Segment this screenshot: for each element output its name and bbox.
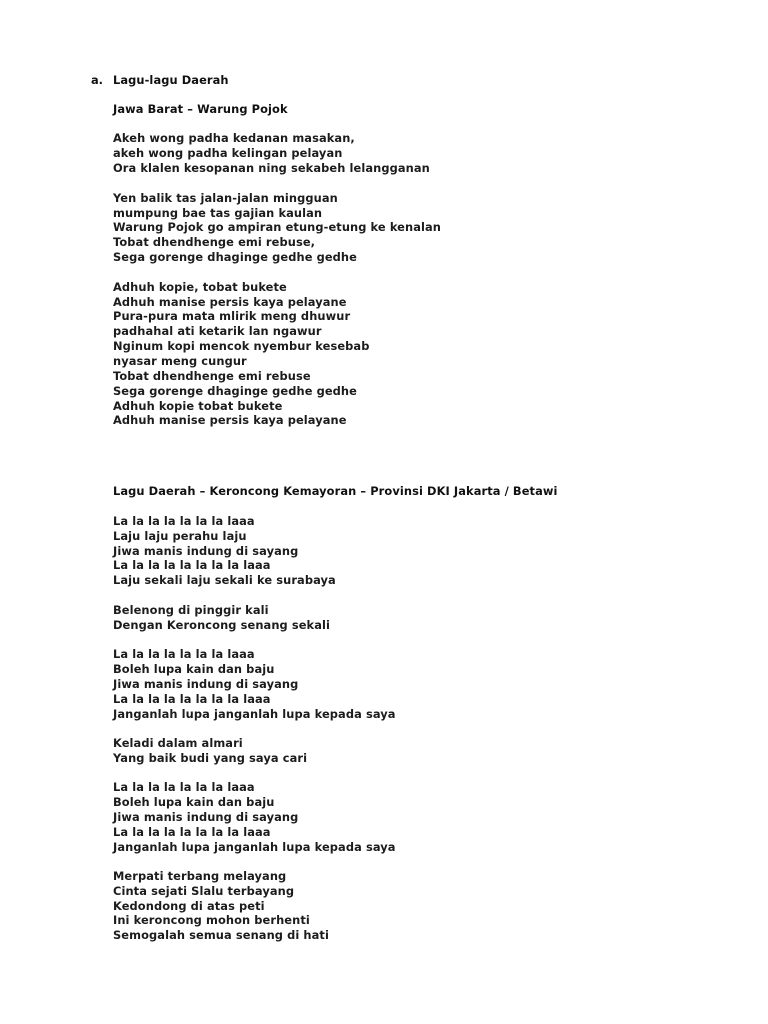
song-title: Jawa Barat – Warung Pojok (113, 102, 288, 116)
lyric-line: Belenong di pinggir kali (113, 603, 269, 617)
lyric-line: Dengan Keroncong senang sekali (113, 618, 331, 632)
lyric-line: Tobat dhendhenge emi rebuse, (113, 235, 316, 249)
lyric-line: Laju laju perahu laju (113, 529, 247, 543)
lyric-line: Adhuh kopie tobat bukete (113, 399, 283, 413)
lyric-line: Adhuh manise persis kaya pelayane (113, 413, 347, 427)
lyric-line: La la la la la la la laaa (113, 647, 255, 661)
lyric-line: La la la la la la la la laaa (113, 825, 271, 839)
lyric-line: Semogalah semua senang di hati (113, 928, 329, 942)
lyric-line: La la la la la la la laaa (113, 514, 255, 528)
lyric-line: Adhuh kopie, tobat bukete (113, 280, 287, 294)
song-title: Lagu Daerah – Keroncong Kemayoran – Provinsi DKI Jakarta / Betawi (113, 484, 558, 498)
lyric-line: Kedondong di atas peti (113, 899, 265, 913)
lyric-line: Sega gorenge dhaginge gedhe gedhe (113, 384, 357, 398)
lyric-line: mumpung bae tas gajian kaulan (113, 206, 323, 220)
lyric-line: Yang baik budi yang saya cari (113, 751, 308, 765)
lyric-line: Laju sekali laju sekali ke surabaya (113, 573, 336, 587)
lyric-line: Boleh lupa kain dan baju (113, 662, 275, 676)
lyric-line: Warung Pojok go ampiran etung-etung ke kenalan (113, 220, 442, 234)
lyric-line: La la la la la la la laaa (113, 780, 255, 794)
lyric-line: Boleh lupa kain dan baju (113, 795, 275, 809)
lyric-line: Jiwa manis indung di sayang (113, 810, 299, 824)
lyric-line: La la la la la la la la laaa (113, 692, 271, 706)
lyric-line: Keladi dalam almari (113, 736, 243, 750)
lyric-line: Adhuh manise persis kaya pelayane (113, 295, 347, 309)
lyric-line: Cinta sejati Slalu terbayang (113, 884, 295, 898)
lyric-line: Yen balik tas jalan-jalan mingguan (113, 191, 338, 205)
lyric-line: La la la la la la la la laaa (113, 558, 271, 572)
lyric-line: Nginum kopi mencok nyembur kesebab (113, 339, 370, 353)
lyric-line: Janganlah lupa janganlah lupa kepada saya (113, 707, 396, 721)
lyric-line: Jiwa manis indung di sayang (113, 677, 299, 691)
section-title: Lagu-lagu Daerah (113, 73, 229, 87)
lyric-line: padhahal ati ketarik lan ngawur (113, 324, 322, 338)
lyric-line: Sega gorenge dhaginge gedhe gedhe (113, 250, 357, 264)
lyric-line: nyasar meng cungur (113, 354, 247, 368)
lyric-line: Ora klalen kesopanan ning sekabeh lelangganan (113, 161, 430, 175)
lyric-line: Tobat dhendhenge emi rebuse (113, 369, 311, 383)
lyric-line: Ini keroncong mohon berhenti (113, 913, 310, 927)
lyric-line: Janganlah lupa janganlah lupa kepada saya (113, 840, 396, 854)
lyric-line: Pura-pura mata mlirik meng dhuwur (113, 309, 351, 323)
lyric-line: Merpati terbang melayang (113, 869, 287, 883)
lyric-line: Jiwa manis indung di sayang (113, 544, 299, 558)
list-marker: a. (91, 73, 104, 87)
lyric-line: akeh wong padha kelingan pelayan (113, 146, 343, 160)
lyric-line: Akeh wong padha kedanan masakan, (113, 131, 355, 145)
